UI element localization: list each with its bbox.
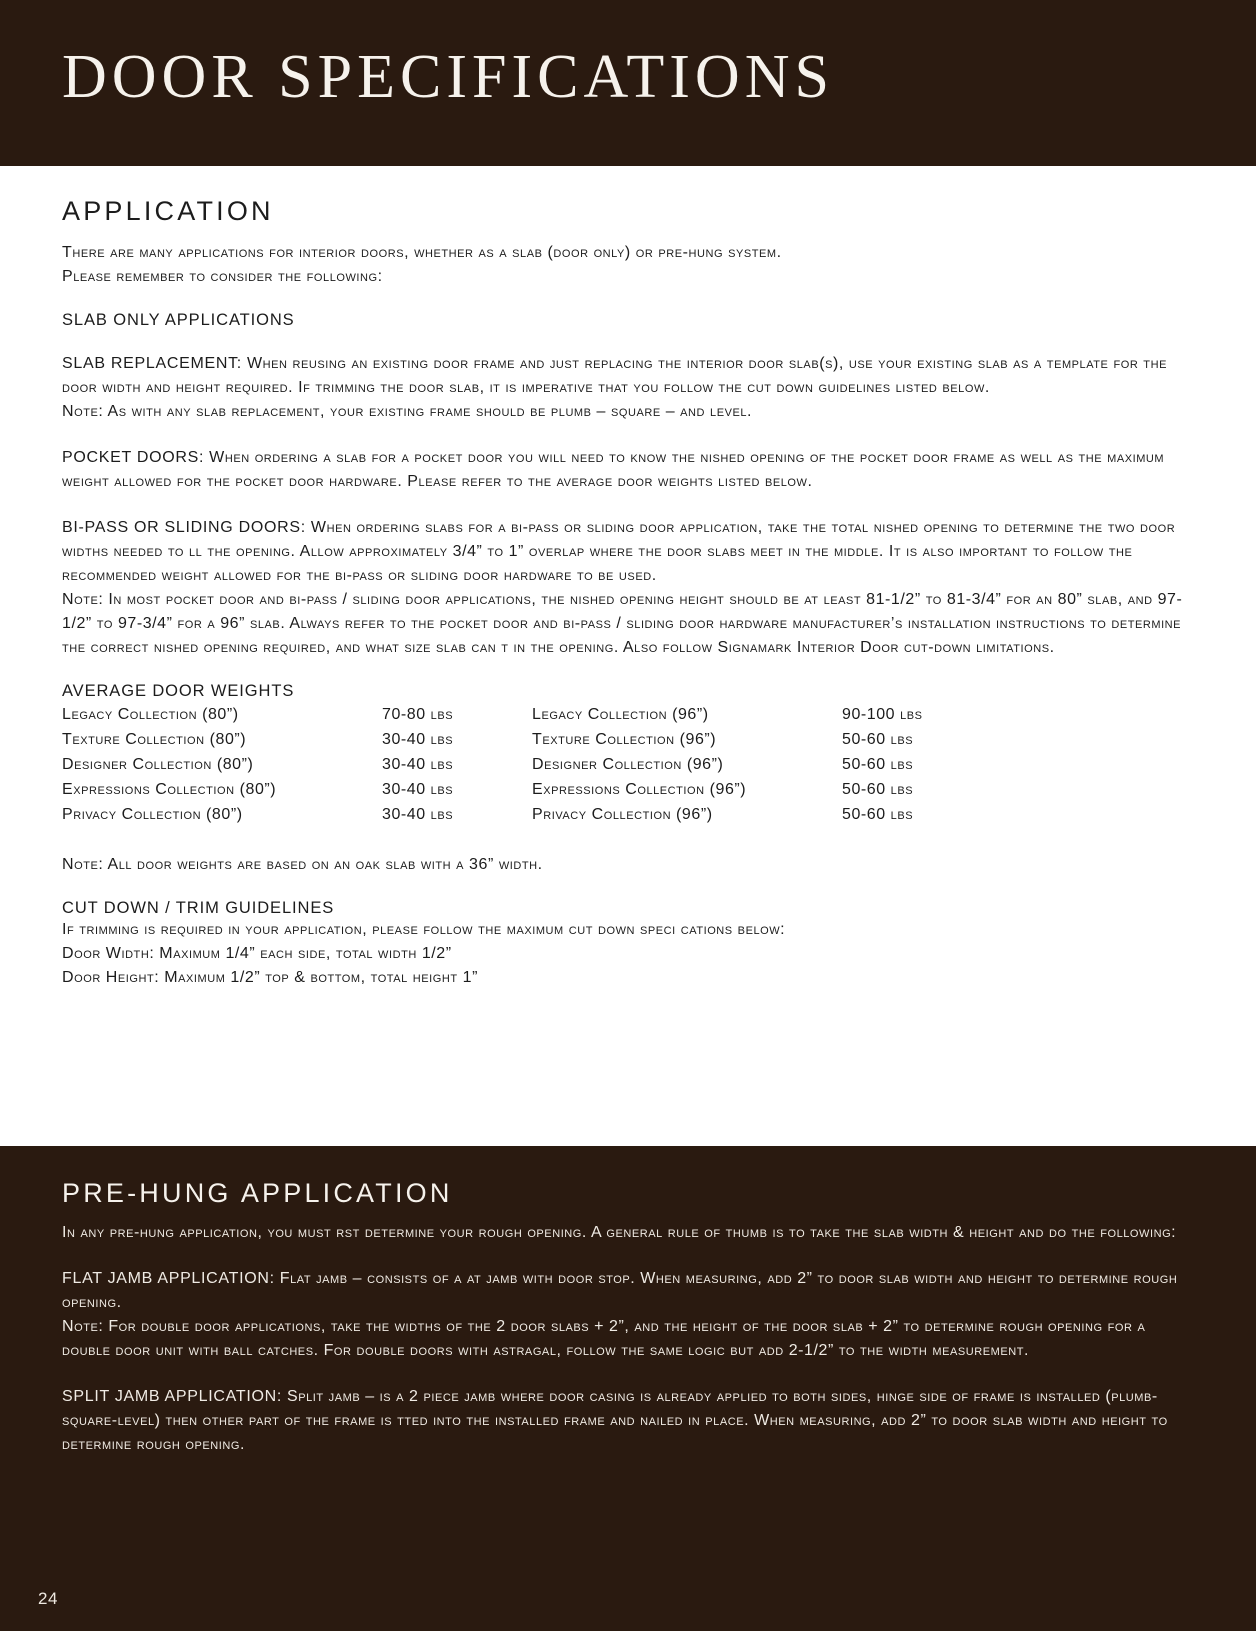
application-intro-line-1: There are many applications for interior doors, whether as a slab (door only) or pre-hung system. bbox=[62, 244, 782, 261]
split-jamb-label: SPLIT JAMB APPLICATION: bbox=[62, 1388, 283, 1405]
page-title: DOOR SPECIFICATIONS bbox=[62, 43, 834, 111]
weight-row-value-96: 50-60 lbs bbox=[842, 781, 914, 798]
table-row bbox=[62, 806, 992, 831]
weight-row-name-96: Privacy Collection (96”) bbox=[532, 806, 713, 823]
page-number: 24 bbox=[38, 1589, 58, 1608]
weight-row-value-80: 30-40 lbs bbox=[382, 731, 454, 748]
average-door-weights-note: Note: All door weights are based on an oak slab with a 36” width. bbox=[62, 856, 543, 873]
cut-down-intro: If trimming is required in your application, please follow the maximum cut down speci cations below: bbox=[62, 921, 786, 938]
weight-row-name-96: Legacy Collection (96”) bbox=[532, 706, 709, 723]
slab-only-applications-heading: SLAB ONLY APPLICATIONS bbox=[62, 311, 295, 329]
table-row bbox=[62, 706, 992, 731]
weight-row-name-80: Expressions Collection (80”) bbox=[62, 781, 277, 798]
flat-jamb-body: Flat jamb – consists of a at jamb with door stop. When measuring, add 2” to door slab width and height to determine rough opening. bbox=[62, 1270, 1178, 1311]
weight-row-value-80: 70-80 lbs bbox=[382, 706, 454, 723]
weight-row-value-80: 30-40 lbs bbox=[382, 781, 454, 798]
split-jamb-body: Split jamb – is a 2 piece jamb where door casing is already applied to both sides, hinge side of frame is installed (plumb-square-level) then other part of the frame is tted into the installed frame and nailed in place. When measuring, add 2” to door slab width and height to determine rough opening. bbox=[62, 1388, 1168, 1453]
slab-replacement-label: SLAB REPLACEMENT: bbox=[62, 355, 242, 372]
bi-pass-note: Note: In most pocket door and bi-pass / sliding door applications, the nished opening height should be at least 81-1/2” to 81-3/4” for an 80” slab, and 97-1/2” to 97-3/4” for a 96” slab. Always refer to the pocket door and bi-pass / sliding door hardware manufacturer’s installation instructions to determine the correct nished opening required, and what size slab can t in the opening. Also follow Signamark Interior Door cut-down limitations. bbox=[62, 591, 1183, 656]
cut-down-guidelines-heading: CUT DOWN / TRIM GUIDELINES bbox=[62, 899, 335, 917]
pre-hung-heading: PRE-HUNG APPLICATION bbox=[62, 1178, 453, 1208]
average-door-weights-heading: AVERAGE DOOR WEIGHTS bbox=[62, 682, 295, 700]
application-section bbox=[0, 166, 1256, 1146]
application-heading: APPLICATION bbox=[62, 196, 274, 226]
weight-row-name-80: Legacy Collection (80”) bbox=[62, 706, 239, 723]
split-jamb-paragraph bbox=[62, 1385, 1194, 1457]
weight-row-value-80: 30-40 lbs bbox=[382, 806, 454, 823]
pre-hung-intro: In any pre-hung application, you must rst determine your rough opening. A general rule of thumb is to take the slab width & height and do the following: bbox=[62, 1224, 1177, 1241]
weight-row-name-96: Expressions Collection (96”) bbox=[532, 781, 747, 798]
weight-row-value-96: 50-60 lbs bbox=[842, 731, 914, 748]
pocket-doors-body: When ordering a slab for a pocket door you will need to know the nished opening of the pocket door frame as well as the maximum weight allowed for the pocket door hardware. Please refer to the average door weights listed below. bbox=[62, 449, 1165, 490]
weight-row-name-80: Designer Collection (80”) bbox=[62, 756, 254, 773]
flat-jamb-label: FLAT JAMB APPLICATION: bbox=[62, 1270, 275, 1287]
cut-down-door-width: Door Width: Maximum 1/4” each side, total width 1/2” bbox=[62, 945, 452, 962]
slab-replacement-paragraph bbox=[62, 352, 1194, 400]
table-row bbox=[62, 731, 992, 756]
weight-row-name-80: Texture Collection (80”) bbox=[62, 731, 247, 748]
flat-jamb-paragraph bbox=[62, 1267, 1194, 1315]
average-door-weights-table bbox=[62, 706, 992, 831]
weight-row-name-96: Designer Collection (96”) bbox=[532, 756, 724, 773]
pocket-doors-label: POCKET DOORS: bbox=[62, 449, 205, 466]
slab-replacement-note: Note: As with any slab replacement, your existing frame should be plumb – square – and level. bbox=[62, 403, 753, 420]
bi-pass-label: BI-PASS OR SLIDING DOORS: bbox=[62, 519, 306, 536]
pre-hung-application-section bbox=[0, 1146, 1256, 1631]
weight-row-name-80: Privacy Collection (80”) bbox=[62, 806, 243, 823]
slab-replacement-body: When reusing an existing door frame and just replacing the interior door slab(s), use your existing slab as a template for the door width and height required. If trimming the door slab, it is imperative that you follow the cut down guidelines listed below. bbox=[62, 355, 1167, 396]
flat-jamb-note: Note: For double door applications, take the widths of the 2 door slabs + 2”, and the height of the door slab + 2” to determine rough opening for a double door unit with ball catches. For double doors with astragal, follow the same logic but add 2-1/2” to the width measurement. bbox=[62, 1318, 1146, 1359]
table-row bbox=[62, 756, 992, 781]
pocket-doors-paragraph bbox=[62, 446, 1194, 494]
weight-row-value-96: 50-60 lbs bbox=[842, 756, 914, 773]
bi-pass-paragraph bbox=[62, 516, 1194, 588]
application-intro-line-2: Please remember to consider the following: bbox=[62, 268, 383, 285]
weight-row-value-96: 50-60 lbs bbox=[842, 806, 914, 823]
page-header-band bbox=[0, 0, 1256, 166]
weight-row-value-80: 30-40 lbs bbox=[382, 756, 454, 773]
weight-row-value-96: 90-100 lbs bbox=[842, 706, 923, 723]
bi-pass-body: When ordering slabs for a bi-pass or sliding door application, take the total nished opening to determine the two door widths needed to ll the opening. Allow approximately 3/4” to 1” overlap where the door slabs meet in the middle. It is also important to follow the recommended weight allowed for the bi-pass or sliding door hardware to be used. bbox=[62, 519, 1176, 584]
cut-down-door-height: Door Height: Maximum 1/2” top & bottom, total height 1” bbox=[62, 969, 478, 986]
table-row bbox=[62, 781, 992, 806]
weight-row-name-96: Texture Collection (96”) bbox=[532, 731, 717, 748]
